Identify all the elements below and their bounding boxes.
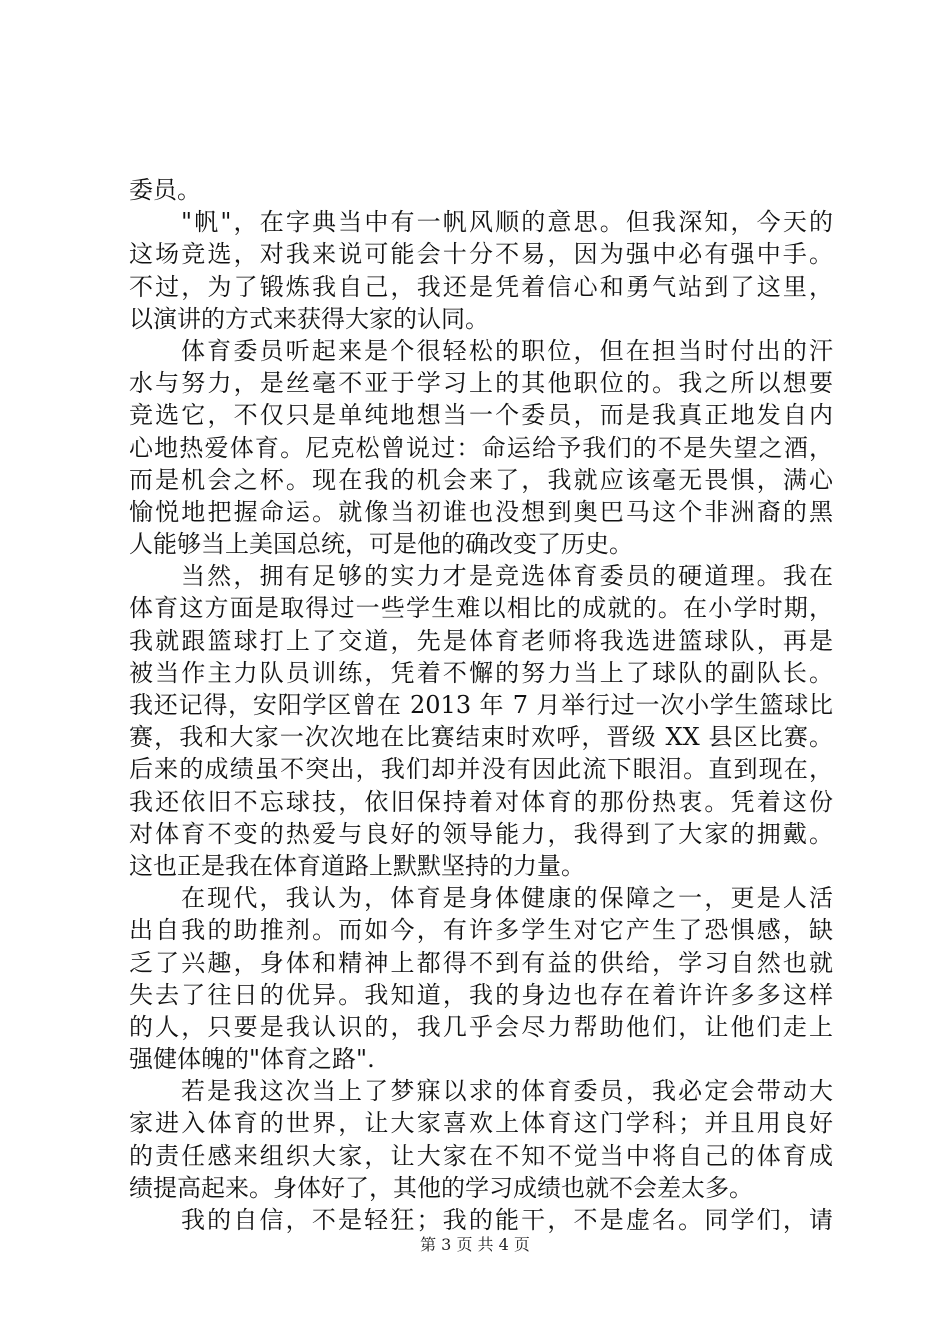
text-line: 对体育不变的热爱与良好的领导能力，我得到了大家的拥戴。 (129, 819, 833, 848)
text-line: 的责任感来组织大家，让大家在不知不觉当中将自己的体育成 (129, 1141, 833, 1170)
document-body (129, 174, 833, 1236)
text-line: 家进入体育的世界，让大家喜欢上体育这门学科；并且用良好 (129, 1109, 833, 1138)
text-line: 体育委员听起来是个很轻松的职位，但在担当时付出的汗 (181, 336, 833, 365)
text-line: 赛，我和大家一次次地在比赛结束时欢呼，晋级 XX 县区比赛。 (129, 723, 833, 752)
text-line: 乏了兴趣，身体和精神上都得不到有益的供给，学习自然也就 (129, 948, 833, 977)
text-line: 体育这方面是取得过一些学生难以相比的成就的。在小学时期， (129, 594, 833, 623)
text-line: 失去了往日的优异。我知道，我的身边也存在着许许多多这样 (129, 980, 833, 1009)
text-line: 我就跟篮球打上了交道，先是体育老师将我选进篮球队，再是 (129, 626, 833, 655)
text-line: 强健体魄的"体育之路". (129, 1045, 375, 1074)
text-line: 愉悦地把握命运。就像当初谁也没想到奥巴马这个非洲裔的黑 (129, 497, 833, 526)
text-line: 这场竞选，对我来说可能会十分不易，因为强中必有强中手。 (129, 240, 833, 269)
text-line: 绩提高起来。身体好了，其他的学习成绩也就不会差太多。 (129, 1173, 753, 1202)
text-line: 竞选它，不仅只是单纯地想当一个委员，而是我真正地发自内 (129, 401, 833, 430)
text-line: 我还记得，安阳学区曾在 2013 年 7 月举行过一次小学生篮球比 (129, 691, 833, 719)
text-line: 人能够当上美国总统，可是他的确改变了历史。 (129, 530, 633, 559)
text-line: 当然，拥有足够的实力才是竞选体育委员的硬道理。我在 (181, 562, 833, 591)
text-line: "帆"，在字典当中有一帆风顺的意思。但我深知，今天的 (181, 208, 833, 237)
text-line: 我的自信，不是轻狂；我的能干，不是虚名。同学们，请 (181, 1206, 833, 1234)
text-line: 被当作主力队员训练，凭着不懈的努力当上了球队的副队长。 (129, 658, 833, 687)
text-line: 而是机会之杯。现在我的机会来了，我就应该毫无畏惧，满心 (129, 465, 833, 494)
text-line: 以演讲的方式来获得大家的认同。 (129, 304, 489, 333)
page-number-footer: 第 3 页 共 4 页 (420, 1235, 530, 1254)
text-line: 委员。 (129, 176, 201, 204)
text-line: 水与努力，是丝毫不亚于学习上的其他职位的。我之所以想要 (129, 369, 833, 398)
text-line: 后来的成绩虽不突出，我们却并没有因此流下眼泪。直到现在， (129, 755, 833, 784)
text-line: 我还依旧不忘球技，依旧保持着对体育的那份热衷。凭着这份 (129, 787, 833, 816)
text-line: 心地热爱体育。尼克松曾说过：命运给予我们的不是失望之酒， (129, 433, 833, 462)
text-line: 不过，为了锻炼我自己，我还是凭着信心和勇气站到了这里， (129, 272, 833, 301)
text-line: 在现代，我认为，体育是身体健康的保障之一，更是人活 (181, 884, 833, 913)
text-line: 出自我的助推剂。而如今，有许多学生对它产生了恐惧感，缺 (129, 916, 833, 945)
text-line: 若是我这次当上了梦寐以求的体育委员，我必定会带动大 (181, 1077, 833, 1106)
text-line: 的人，只要是我认识的，我几乎会尽力帮助他们，让他们走上 (129, 1012, 833, 1041)
text-line: 这也正是我在体育道路上默默坚持的力量。 (129, 851, 585, 880)
